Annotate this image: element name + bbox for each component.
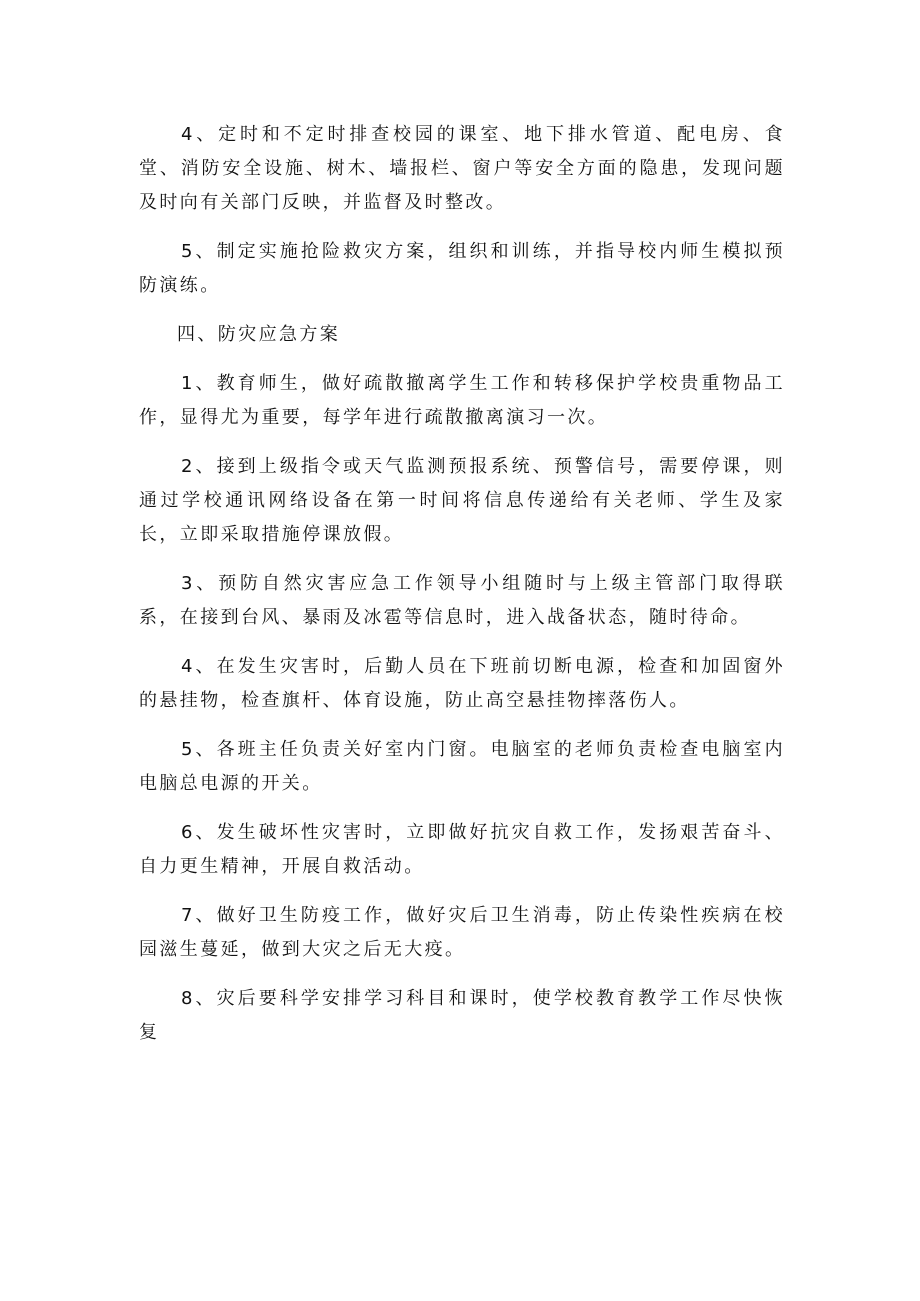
paragraph-item-5-rescue-plan: 5、制定实施抢险救灾方案，组织和训练，并指导校内师生模拟预防演练。 — [139, 241, 785, 296]
paragraph-item-3: 3、预防自然灾害应急工作领导小组随时与上级主管部门取得联系，在接到台风、暴雨及冰雹等信息时，进入战备状态，随时待命。 — [139, 573, 785, 628]
paragraph-item-2: 2、接到上级指令或天气监测预报系统、预警信号，需要停课，则通过学校通讯网络设备在第一时间将信息传递给有关老师、学生及家长，立即采取措施停课放假。 — [139, 456, 785, 545]
paragraph-item-7: 7、做好卫生防疫工作，做好灾后卫生消毒，防止传染性疾病在校园滋生蔓延，做到大灾之后无大疫。 — [139, 905, 785, 960]
paragraph-item-4-inspection: 4、定时和不定时排查校园的课室、地下排水管道、配电房、食堂、消防安全设施、树木、墙报栏、窗户等安全方面的隐患，发现问题及时向有关部门反映，并监督及时整改。 — [139, 124, 785, 213]
paragraph-item-1: 1、教育师生，做好疏散撤离学生工作和转移保护学校贵重物品工作，显得尤为重要，每学年进行疏散撤离演习一次。 — [139, 373, 785, 428]
paragraph-item-4: 4、在发生灾害时，后勤人员在下班前切断电源，检查和加固窗外的悬挂物，检查旗杆、体育设施，防止高空悬挂物摔落伤人。 — [139, 656, 785, 711]
paragraph-item-5: 5、各班主任负责关好室内门窗。电脑室的老师负责检查电脑室内电脑总电源的开关。 — [139, 739, 785, 794]
document-body — [139, 118, 785, 1065]
section-heading: 四、防灾应急方案 — [177, 324, 341, 345]
paragraph-item-6: 6、发生破坏性灾害时，立即做好抗灾自救工作，发扬艰苦奋斗、自力更生精神，开展自救活动。 — [139, 822, 785, 877]
paragraph-item-8: 8、灾后要科学安排学习科目和课时，使学校教育教学工作尽快恢复 — [139, 988, 785, 1043]
